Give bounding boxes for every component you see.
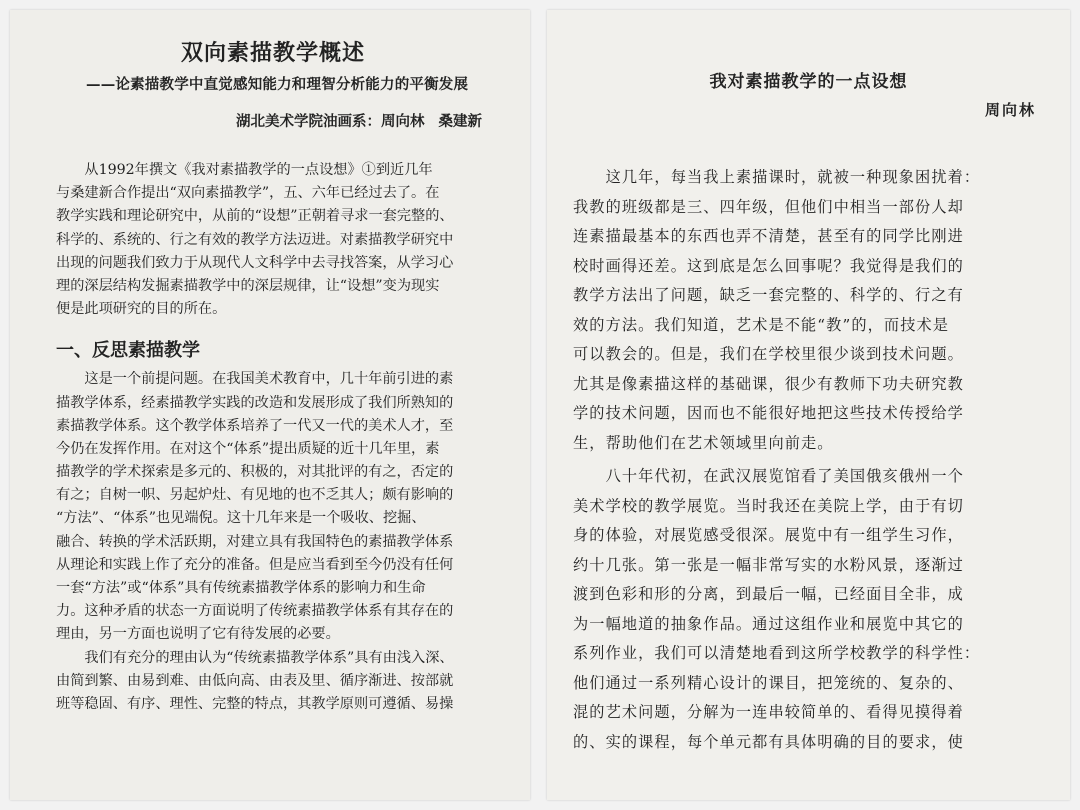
- body-line: 教学方法出了问题，缺乏一套完整的、科学的、行之有: [573, 286, 964, 304]
- body-line: 这几年，每当我上素描课时，就被一种现象困扰着：: [573, 168, 981, 186]
- body-line: 从1992年撰文《我对素描教学的一点设想》①到近几年: [56, 162, 433, 178]
- body-line: 理由，另一方面也说明了它有待发展的必要。: [56, 626, 340, 643]
- body-line: 班等稳固、有序、理性、完整的特点，其教学原则可遵循、易操: [56, 695, 454, 712]
- affiliation: 湖北美术学院油画系：: [236, 113, 381, 130]
- body-line: 八十年代初，在武汉展览馆看了美国俄亥俄州一个: [573, 467, 964, 485]
- body-line: 尤其是像素描这样的基础课，很少有教师下功夫研究教: [573, 374, 964, 393]
- body-line: 与桑建新合作提出“双向素描教学”，五、六年已经过去了。在: [56, 185, 440, 202]
- left-document-page: [10, 10, 530, 800]
- article-title: 双向素描教学概述: [180, 40, 365, 66]
- article-title: 我对素描教学的一点设想: [709, 72, 908, 92]
- body-line: 力。这种矛盾的状态一方面说明了传统素描教学体系有其存在的: [56, 603, 454, 620]
- body-line: 出现的问题我们致力于从现代人文科学中去寻找答案，从学习心: [56, 254, 454, 271]
- body-line: 系列作业，我们可以清楚地看到这所学校教学的科学性：: [573, 644, 981, 662]
- body-line: 可以教会的。但是，我们在学校里很少谈到技术问题。: [573, 345, 964, 363]
- body-line: 渡到色彩和形的分离，到最后一幅，已经面目全非，成: [573, 585, 964, 603]
- body-line: 今仍在发挥作用。在对这个“体系”提出质疑的近十几年里，素: [56, 440, 440, 457]
- body-line: 便是此项研究的目的所在。: [56, 301, 227, 318]
- body-line: 身的体验，对展览感受很深。展览中有一组学生习作，: [573, 526, 964, 544]
- body-line: 学的技术问题，因而也不能很好地把这些技术传授给学: [573, 404, 964, 422]
- body-line: 从理论和实践上作了充分的准备。但是应当看到至今仍没有任何: [56, 556, 454, 573]
- body-line: 理的深层结构发掘素描教学中的深层规律，让“设想”变为现实: [56, 277, 440, 294]
- body-line: 效的方法。我们知道，艺术是不能“教”的，而技术是: [573, 315, 950, 334]
- body-line: 融合、转换的学术活跃期，对建立具有我国特色的素描教学体系: [56, 533, 454, 550]
- author-name: 周向林: [984, 101, 1036, 119]
- article-body: [56, 159, 490, 716]
- author-name: 周向林: [381, 113, 425, 130]
- body-line: 校时画得还差。这到底是怎么回事呢？我觉得是我们的: [573, 256, 964, 275]
- author-name: 桑建新: [438, 113, 482, 130]
- right-document-page: [547, 10, 1070, 800]
- body-line: 一套“方法”或“体系”具有传统素描教学体系的影响力和生命: [56, 580, 426, 596]
- body-line: 素描教学体系。这个教学体系培养了一代又一代的美术人才，至: [56, 417, 454, 434]
- body-line: 教学实践和理论研究中，从前的“设想”正朝着寻求一套完整的、: [56, 208, 454, 225]
- body-line: 为一幅地道的抽象作品。通过这组作业和展览中其它的: [573, 614, 964, 633]
- body-line: 描教学体系，经素描教学实践的改造和发展形成了我们所熟知的: [56, 394, 454, 411]
- body-line: 美术学校的教学展览。当时我还在美院上学，由于有切: [573, 496, 964, 515]
- body-line: 由简到繁、由易到难、由低向高、由表及里、循序渐进、按部就: [56, 672, 454, 689]
- section-heading: 一、反思素描教学: [56, 340, 200, 362]
- body-line: 约十几张。第一张是一幅非常写实的水粉风景，逐渐过: [573, 555, 964, 574]
- body-line: 连素描最基本的东西也弄不清楚，甚至有的同学比刚进: [573, 227, 964, 245]
- body-line: 有之；自树一帜、另起炉灶、有见地的也不乏其人；颇有影响的: [56, 487, 454, 504]
- body-line: 他们通过一系列精心设计的课目，把笼统的、复杂的、: [573, 673, 964, 692]
- body-line: 科学的、系统的、行之有效的教学方法迈进。对素描教学研究中: [56, 231, 454, 248]
- body-line: 我教的班级都是三、四年级，但他们中相当一部份人却: [573, 197, 964, 216]
- body-line: 我们有充分的理由认为“传统素描教学体系”具有由浅入深、: [56, 649, 454, 666]
- article-body: [573, 163, 1044, 757]
- body-line: “方法”、“体系”也见端倪。这十几年来是一个吸收、挖掘、: [56, 510, 426, 527]
- body-line: 混的艺术问题，分解为一连串较简单的、看得见摸得着: [573, 703, 964, 721]
- author-line: [56, 110, 490, 131]
- article-subtitle: ——论素描教学中直觉感知能力和理智分析能力的平衡发展: [86, 76, 469, 93]
- body-line: 生，帮助他们在艺术领域里向前走。: [573, 433, 834, 452]
- body-line: 描教学的学术探索是多元的、积极的，对其批评的有之，否定的: [56, 464, 454, 481]
- body-line: 这是一个前提问题。在我国美术教育中，几十年前引进的素: [56, 371, 454, 388]
- body-line: 的、实的课程，每个单元都有具体明确的目的要求，使: [573, 732, 964, 751]
